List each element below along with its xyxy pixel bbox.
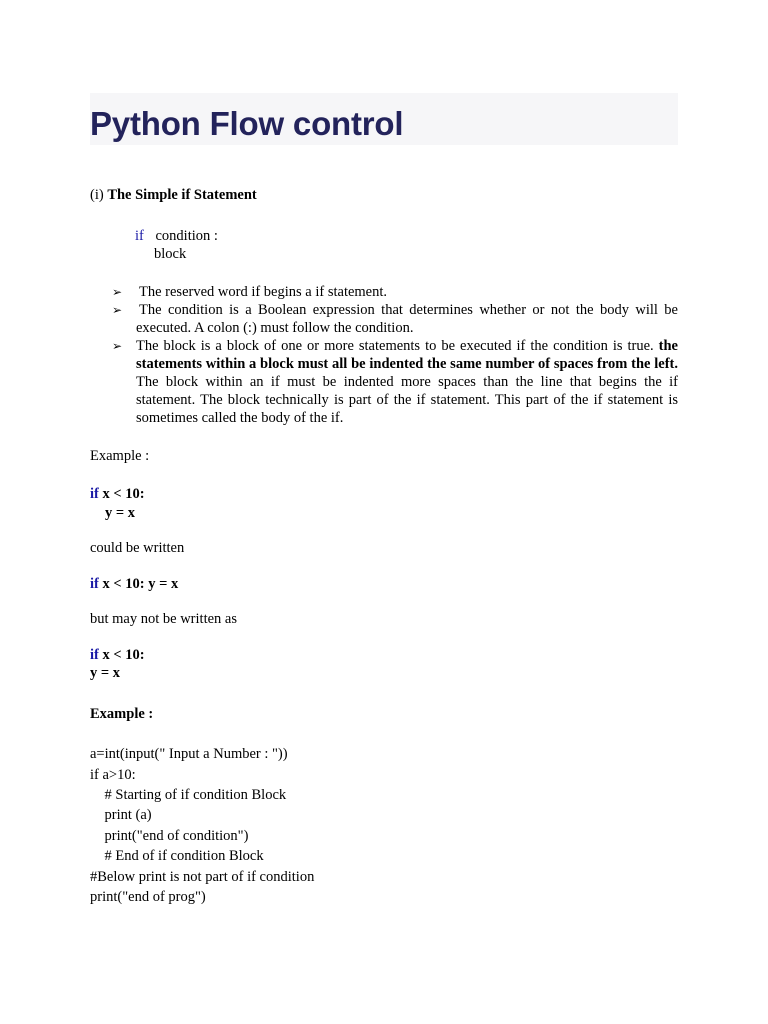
syntax-block: block <box>154 246 187 262</box>
bullet-item <box>112 337 678 427</box>
code-keyword: if <box>90 486 99 502</box>
section-heading <box>90 186 257 204</box>
example-label: Example : <box>90 448 150 464</box>
bullet-list <box>112 283 678 427</box>
syntax-condition: condition : <box>155 228 218 244</box>
code-keyword: if <box>90 647 99 663</box>
bullet-item <box>112 283 678 301</box>
bullet-text: The reserved word if begins a if statement. <box>139 284 388 300</box>
section-prefix: (i) <box>90 187 104 203</box>
bullet-text: The block is a block of one or more statements to be executed if the condition is true. <box>136 338 659 354</box>
bullet-item <box>112 301 678 337</box>
example-label-2: Example : <box>90 706 154 722</box>
code-line: if a>10: <box>90 767 136 783</box>
code-line: print (a) <box>90 807 152 823</box>
code-line: a=int(input(" Input a Number : ")) <box>90 746 288 762</box>
code-line: # End of if condition Block <box>90 848 264 864</box>
example3-line-2: y = x <box>90 665 121 681</box>
example3-line-1 <box>90 646 145 664</box>
syntax-keyword: if <box>135 228 144 244</box>
bullet-text-continued: The block within an if must be indented more spaces than the line that begins the if statement. The block technically is part of the if statement. This part of the if statement is sometimes called the body of the if. <box>136 374 678 426</box>
code-keyword: if <box>90 576 99 592</box>
arrow-bullet-icon: ➢ <box>112 339 123 353</box>
code-line: # Starting of if condition Block <box>90 787 287 803</box>
arrow-bullet-icon: ➢ <box>112 285 123 299</box>
syntax-line-1 <box>135 227 218 245</box>
example1-line-2: y = x <box>105 505 136 521</box>
arrow-bullet-icon: ➢ <box>112 303 123 317</box>
code-text: x < 10: y = x <box>102 576 179 592</box>
bullet-bold-text: the statements within a block must all be indented the same number of spaces from the left. <box>136 338 678 372</box>
code-text: x < 10: <box>102 647 145 663</box>
could-be-written-text: could be written <box>90 540 185 556</box>
example2-line <box>90 575 178 593</box>
bullet-text: The condition is a Boolean expression that determines whether or not the body will be executed. A colon (:) must follow the condition. <box>136 302 678 336</box>
code-line: print("end of condition") <box>90 828 249 844</box>
code-text: x < 10: <box>102 486 145 502</box>
page-title: Python Flow control <box>90 105 404 142</box>
code-line: #Below print is not part of if condition <box>90 869 315 885</box>
code-line: print("end of prog") <box>90 889 206 905</box>
section-title: The Simple if Statement <box>107 187 257 203</box>
but-may-not-text: but may not be written as <box>90 611 237 627</box>
example1-line-1 <box>90 485 145 503</box>
